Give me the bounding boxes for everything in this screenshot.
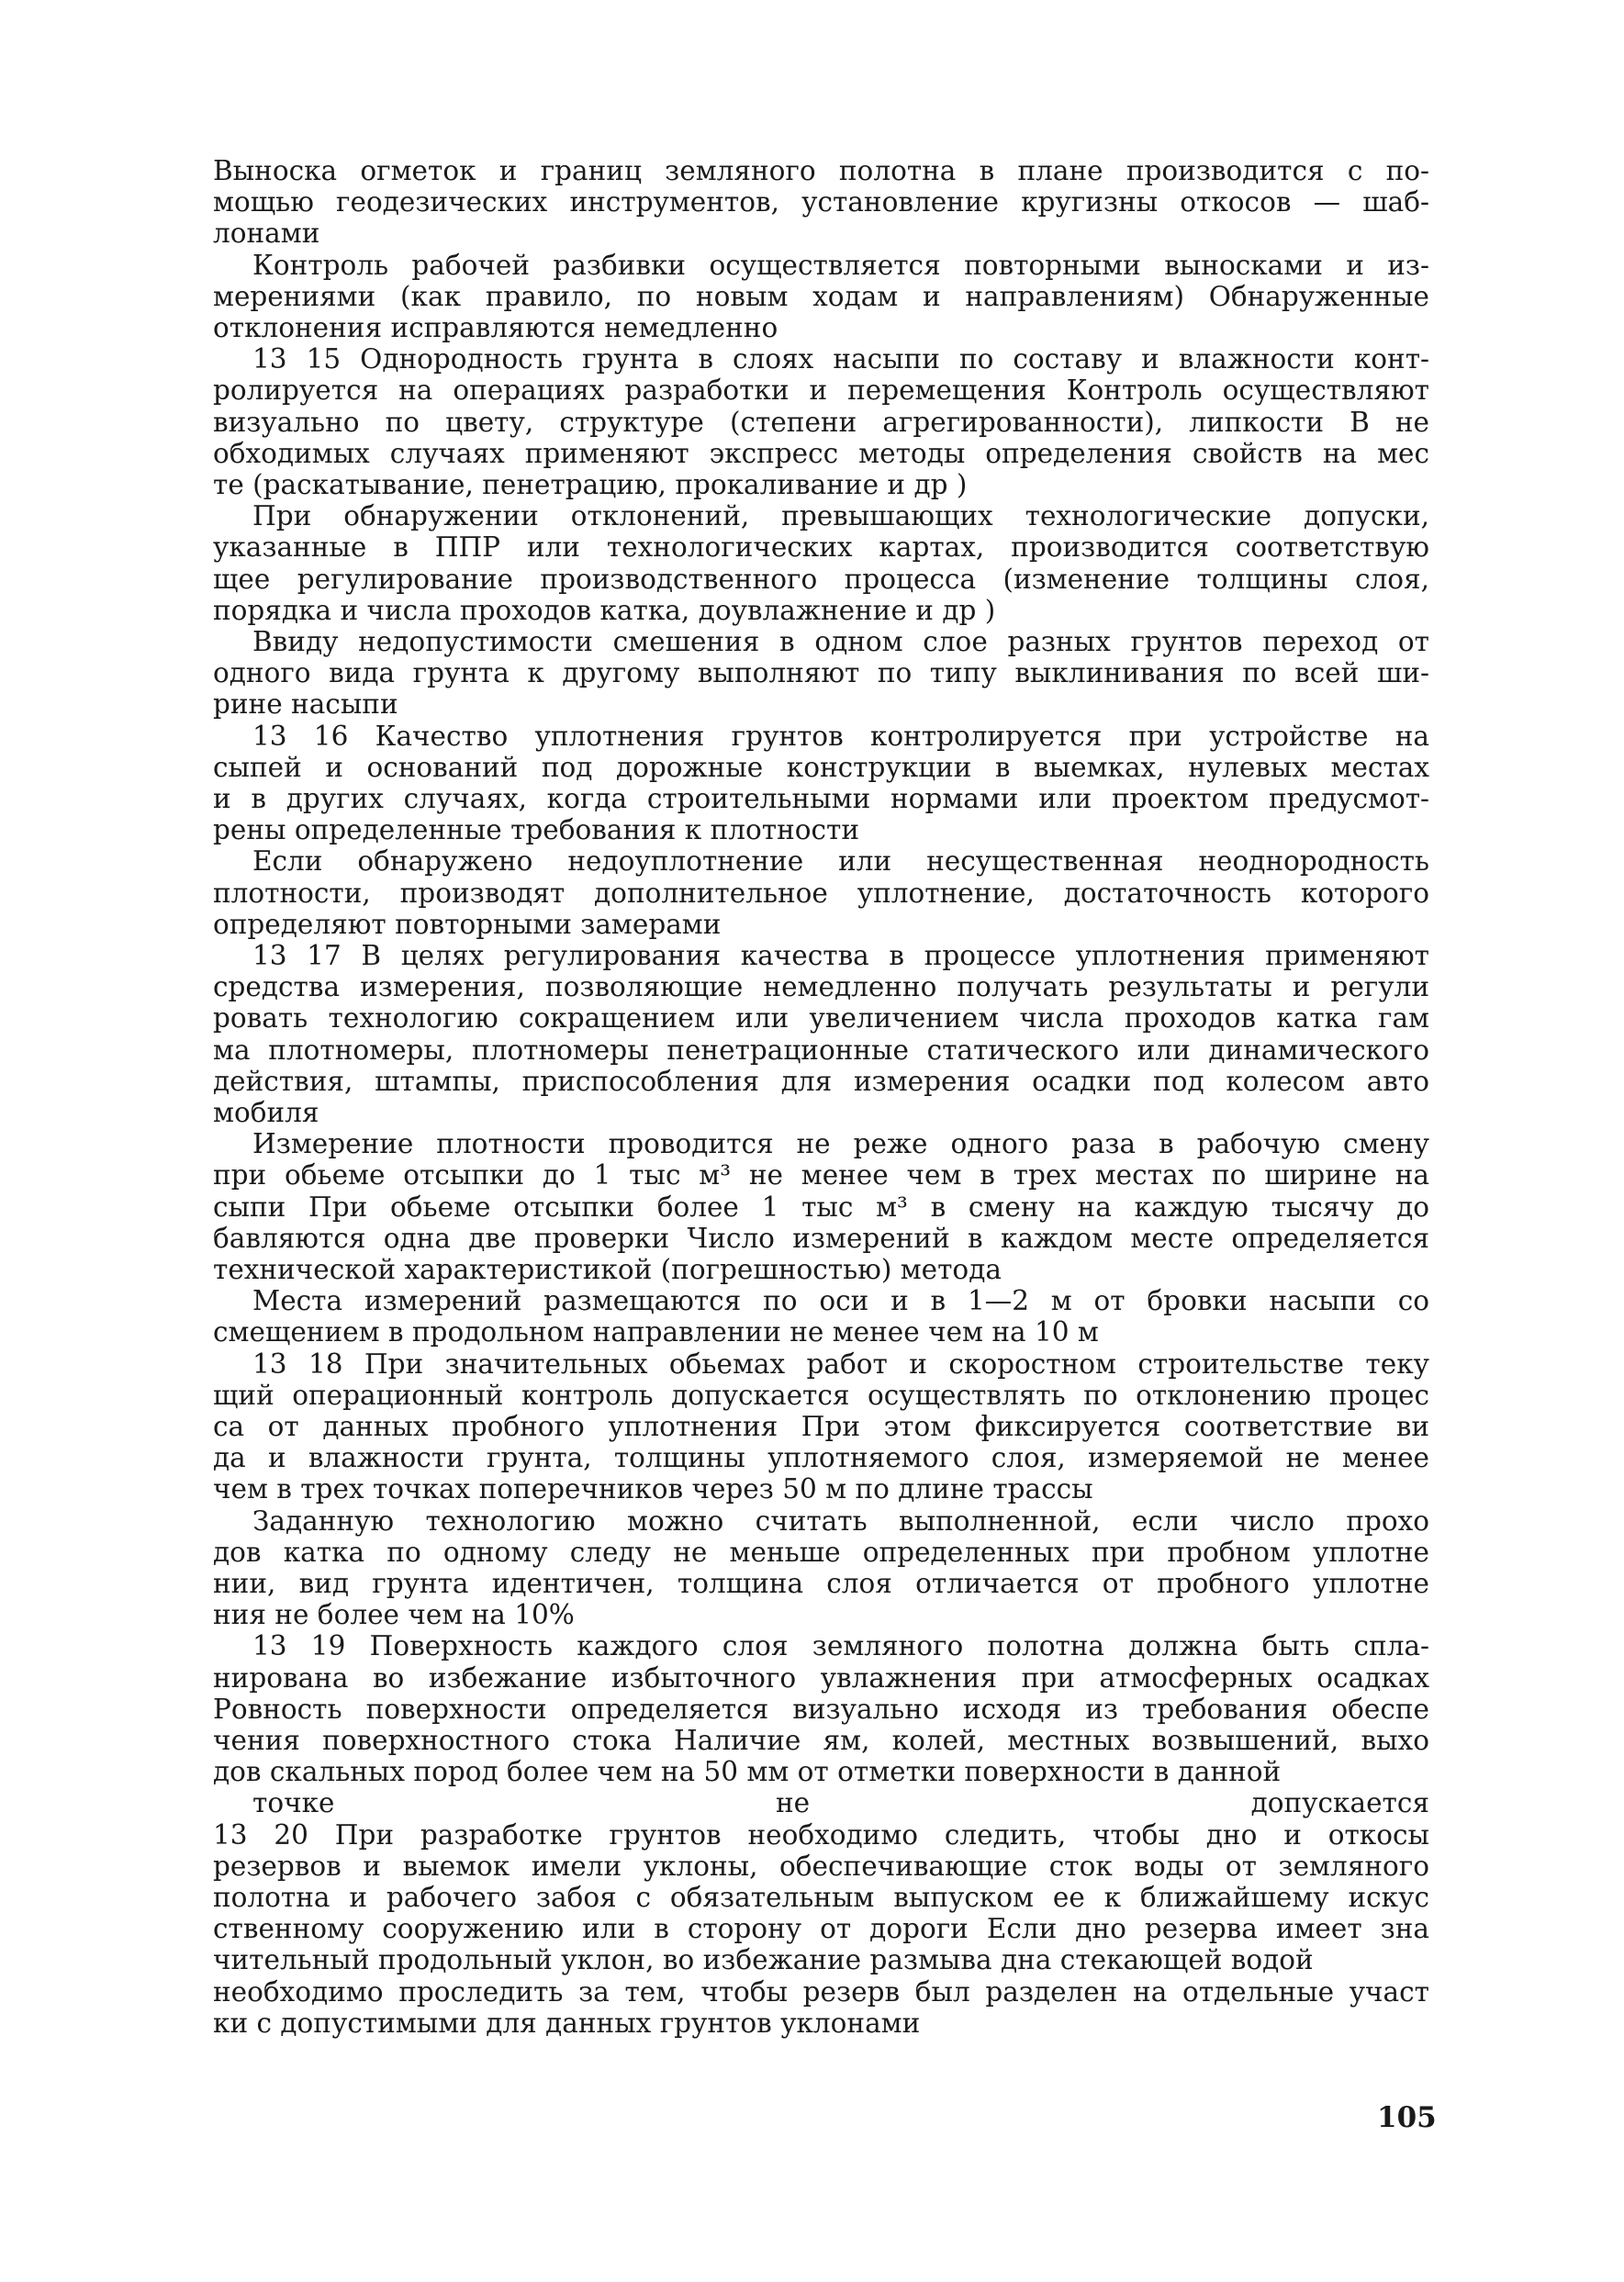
text-line: действия, штампы, приспособления для измерения осадки под колесом авто xyxy=(213,1066,1429,1097)
text-line: чительный продольный уклон, во избежание размыва дна стекающей водой xyxy=(213,1944,1314,1975)
text-line: Ввиду недопустимости смешения в одном слое разных грунтов переход от xyxy=(252,626,1429,657)
text-line: нирована во избежание избыточного увлажнения при атмосферных осадках xyxy=(213,1662,1429,1694)
text-line: Ровность поверхности определяется визуально исходя из требования обеспе xyxy=(213,1694,1429,1725)
text-line: бавляются одна две проверки Число измерений в каждом месте определяется xyxy=(213,1223,1429,1254)
text-line: 13 19 Поверхность каждого слоя земляного полотна должна быть спла- xyxy=(252,1630,1429,1661)
text-line: При обнаружении отклонений, превышающих технологические допуски, xyxy=(252,500,1429,531)
text-line: чем в трех точках поперечников через 50 м по длине трассы xyxy=(213,1473,1093,1505)
text-line: чения поверхностного стока Наличие ям, колей, местных возвышений, выхо xyxy=(213,1725,1429,1756)
text-line: Измерение плотности проводится не реже одного раза в рабочую смену xyxy=(252,1128,1429,1159)
text-line: при обьеме отсыпки до 1 тыс м³ не менее чем в трех местах по ширине на xyxy=(213,1159,1429,1191)
text-line: и в других случаях, когда строительными нормами или проектом предусмот- xyxy=(213,783,1429,814)
text-line: са от данных пробного уплотнения При этом фиксируется соответствие ви xyxy=(213,1411,1429,1442)
text-line: смещением в продольном направлении не менее чем на 10 м xyxy=(213,1316,1099,1348)
text-line: обходимых случаях применяют экспресс методы определения свойств на мес xyxy=(213,438,1429,469)
text-line: одного вида грунта к другому выполняют по типу выклинивания по всей ши- xyxy=(213,657,1429,688)
text-line: ма плотномеры, плотномеры пенетрационные статического или динамического xyxy=(213,1035,1429,1066)
text-line: ния не более чем на 10% xyxy=(213,1599,575,1630)
text-line: 13 15 Однородность грунта в слоях насыпи по составу и влажности конт- xyxy=(252,343,1429,375)
text-line: определяют повторными замерами xyxy=(213,909,722,940)
text-line: плотности, производят дополнительное уплотнение, достаточность которого xyxy=(213,878,1429,909)
text-line: точке не допускается xyxy=(252,1787,1429,1818)
text-line: порядка и числа проходов катка, доувлажнение и др ) xyxy=(213,595,996,626)
text-line: да и влажности грунта, толщины уплотняемого слоя, измеряемой не менее xyxy=(213,1442,1429,1473)
text-line: резервов и выемок имели уклоны, обеспечивающие сток воды от земляного xyxy=(213,1851,1429,1882)
text-line: необходимо проследить за тем, чтобы резерв был разделен на отдельные участ xyxy=(213,1976,1429,2008)
text-line: нии, вид грунта идентичен, толщина слоя отличается от пробного уплотне xyxy=(213,1568,1429,1599)
text-line: сыпи При обьеме отсыпки более 1 тыс м³ в смену на каждую тысячу до xyxy=(213,1191,1429,1223)
text-line: средства измерения, позволяющие немедленно получать результаты и регули xyxy=(213,971,1429,1002)
text-line: указанные в ППР или технологических картах, производится соответствую xyxy=(213,531,1429,563)
text-line: 13 17 В целях регулирования качества в процессе уплотнения применяют xyxy=(252,940,1429,971)
text-line: рены определенные требования к плотности xyxy=(213,814,859,845)
text-line: мобиля xyxy=(213,1097,319,1128)
text-line: визуально по цвету, структуре (степени агрегированности), липкости В не xyxy=(213,407,1429,438)
text-line: 13 20 При разработке грунтов необходимо следить, чтобы дно и откосы xyxy=(213,1819,1429,1851)
text-line: мощью геодезических инструментов, установление кругизны откосов — шаб- xyxy=(213,186,1429,218)
text-line: дов катка по одному следу не меньше определенных при пробном уплотне xyxy=(213,1537,1429,1568)
text-line: Выноска огметок и границ земляного полотна в плане производится с по- xyxy=(213,155,1429,186)
text-line: Заданную технологию можно считать выполненной, если число прохо xyxy=(252,1505,1429,1537)
text-line: полотна и рабочего забоя с обязательным выпуском ее к ближайшему искус xyxy=(213,1882,1429,1913)
text-line: отклонения исправляются немедленно xyxy=(213,312,778,343)
text-line: те (раскатывание, пенетрацию, прокаливание и др ) xyxy=(213,469,968,500)
text-line: ровать технологию сокращением или увеличением числа проходов катка гам xyxy=(213,1002,1429,1034)
text-line: лонами xyxy=(213,218,320,249)
text-line: Если обнаружено недоуплотнение или несущественная неоднородность xyxy=(252,845,1429,877)
text-line: 13 16 Качество уплотнения грунтов контролируется при устройстве на xyxy=(252,721,1429,752)
page-number: 105 xyxy=(1377,2101,1437,2134)
text-line: сыпей и оснований под дорожные конструкции в выемках, нулевых местах xyxy=(213,752,1429,783)
text-line: щее регулирование производственного процесса (изменение толщины слоя, xyxy=(213,564,1429,595)
text-line: дов скальных пород более чем на 50 мм от отметки поверхности в данной xyxy=(213,1756,1282,1787)
text-line: Контроль рабочей разбивки осуществляется повторными выносками и из- xyxy=(252,250,1429,281)
text-line: щий операционный контроль допускается осуществлять по отклонению процес xyxy=(213,1380,1429,1411)
text-line: ки с допустимыми для данных грунтов уклонами xyxy=(213,2008,921,2039)
text-line: мерениями (как правило, по новым ходам и направлениям) Обнаруженные xyxy=(213,281,1429,312)
text-line: 13 18 При значительных обьемах работ и скоростном строительстве теку xyxy=(252,1348,1429,1380)
text-line: Места измерений размещаются по оси и в 1—2 м от бровки насыпи со xyxy=(252,1285,1429,1316)
text-line: технической характеристикой (погрешностью) метода xyxy=(213,1254,1002,1285)
text-line: ролируется на операциях разработки и перемещения Контроль осуществляют xyxy=(213,375,1429,406)
text-line: ственному сооружению или в сторону от дороги Если дно резерва имеет зна xyxy=(213,1913,1429,1944)
text-line: рине насыпи xyxy=(213,688,398,720)
